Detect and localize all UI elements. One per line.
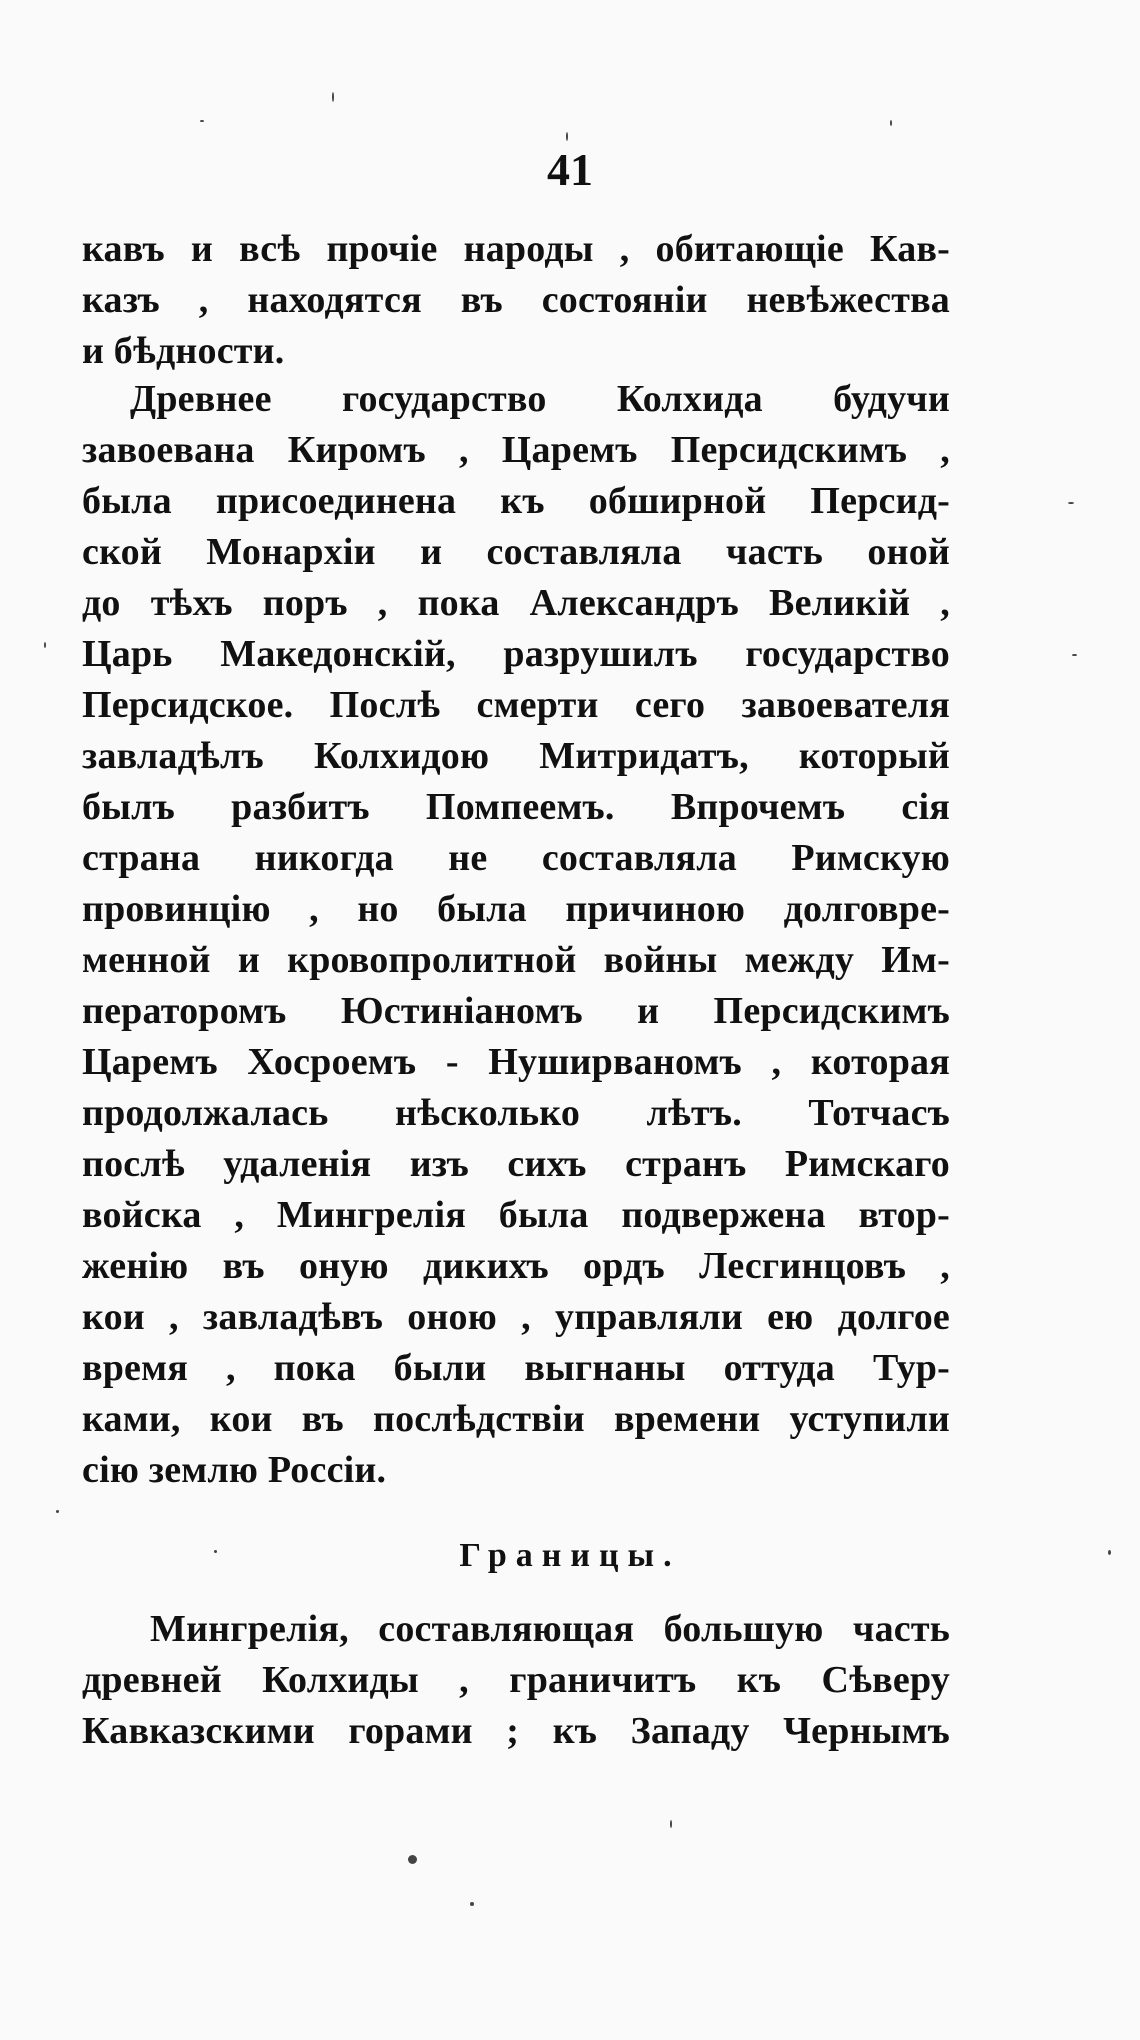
text-line: время , пока были выгнаны оттуда Тур- <box>82 1347 950 1389</box>
text-line: казъ , находятся въ состояніи невѣжества <box>82 279 950 321</box>
text-line: женію въ оную дикихъ ордъ Лесгинцовъ , <box>82 1245 950 1287</box>
text-line: ператоромъ Юстиніаномъ и Персидскимъ <box>82 990 950 1032</box>
text-line: провинцію , но была причиною долговре- <box>82 888 950 930</box>
scan-speck <box>332 92 334 102</box>
text-line: ской Монархіи и составляла часть оной <box>82 531 950 573</box>
scan-speck <box>1072 654 1077 656</box>
page-number: 41 <box>547 144 593 195</box>
text-line: ками, кои въ послѣдствіи времени уступили <box>82 1398 950 1440</box>
section-heading: Границы. <box>459 1537 681 1574</box>
paragraph-history <box>82 374 950 1496</box>
text-line: Мингрелія, составляющая большую часть <box>150 1608 950 1650</box>
text-line: была присоединена къ обширной Персид- <box>82 480 950 522</box>
text-line: Персидское. Послѣ смерти сего завоевателя <box>82 684 950 726</box>
scan-speck <box>566 132 568 141</box>
text-line: продолжалась нѣсколько лѣтъ. Тотчасъ <box>82 1092 950 1134</box>
text-line: кавъ и всѣ прочіе народы , обитающіе Кав- <box>82 228 950 270</box>
text-line: завладѣлъ Колхидою Митридатъ, который <box>82 735 950 777</box>
text-line: и бѣдности. <box>82 330 285 372</box>
text-line: былъ разбитъ Помпеемъ. Впрочемъ сія <box>82 786 950 828</box>
text-line: войска , Мингрелія была подвержена втор- <box>82 1194 950 1236</box>
scan-speck <box>890 120 892 126</box>
paragraph-continuation <box>82 224 950 377</box>
scan-speck <box>56 1510 59 1513</box>
text-line: древней Колхиды , граничитъ къ Сѣверу <box>82 1659 950 1701</box>
text-line: менной и кровопролитной войны между Им- <box>82 939 950 981</box>
text-line: сію землю Россіи. <box>82 1449 387 1491</box>
text-line: завоевана Киромъ , Царемъ Персидскимъ , <box>82 429 950 471</box>
text-line: Кавказскими горами ; къ Западу Чернымъ <box>82 1710 950 1752</box>
text-line: до тѣхъ поръ , пока Александръ Великій , <box>82 582 950 624</box>
text-line: послѣ удаленія изъ сихъ странъ Римскаго <box>82 1143 950 1185</box>
scan-speck <box>470 1902 474 1906</box>
scan-speck <box>214 1550 217 1553</box>
text-line: Царемъ Хосроемъ - Нуширваномъ , которая <box>82 1041 950 1083</box>
text-line: кои , завладѣвъ оною , управляли ею долгое <box>82 1296 950 1338</box>
text-line: страна никогда не составляла Римскую <box>82 837 950 879</box>
paragraph-borders <box>82 1604 950 1757</box>
scan-speck <box>1068 502 1074 504</box>
scan-speck <box>408 1855 417 1864</box>
scan-speck <box>670 1820 672 1828</box>
scan-speck <box>44 642 46 648</box>
text-line: Древнее государство Колхида будучи <box>130 378 950 420</box>
scan-speck <box>1108 1550 1111 1555</box>
scan-speck <box>200 120 204 122</box>
text-line: Царь Македонскій, разрушилъ государство <box>82 633 950 675</box>
